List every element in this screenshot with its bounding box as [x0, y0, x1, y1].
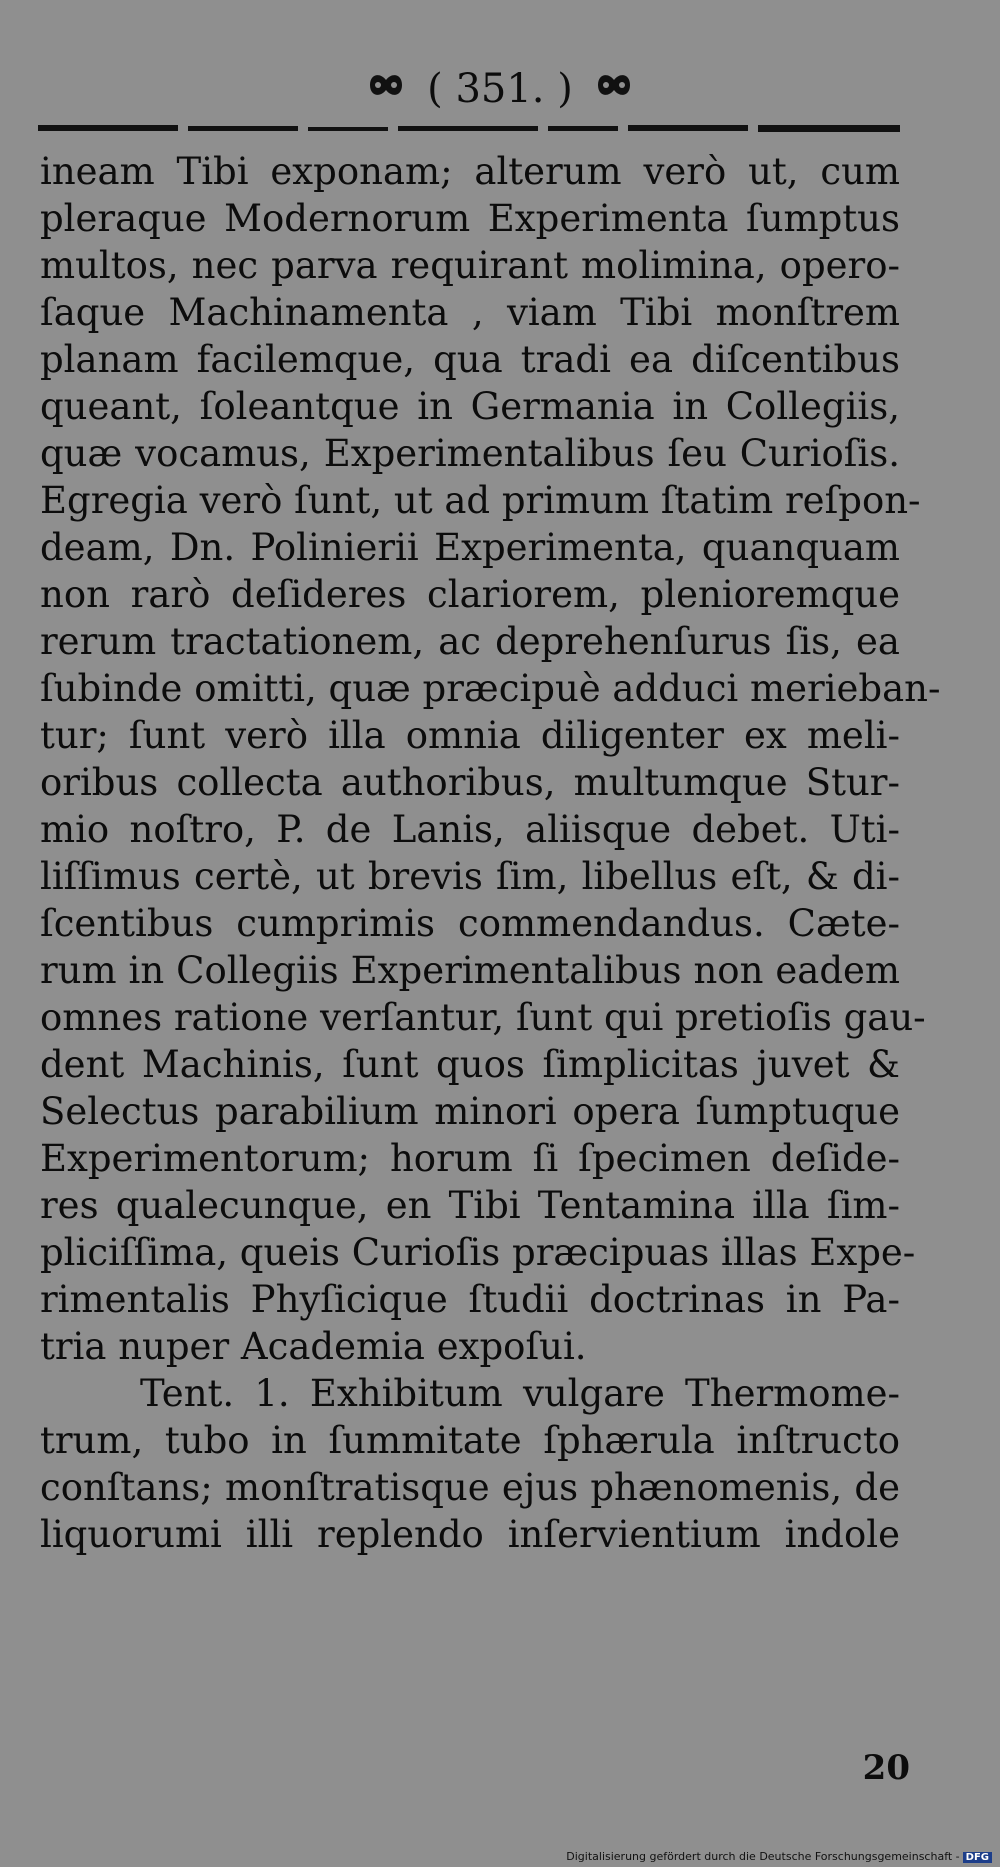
text-line: rimentalis Phyſicique ſtudii doctrinas in Pa- [40, 1278, 900, 1321]
text-line: ſubinde omitti, quæ præcipuè adduci merieban- [40, 667, 941, 710]
fleuron-left-icon [366, 65, 406, 113]
tent-line: liquorumi illi replendo inſervientium indole [40, 1513, 900, 1556]
header-rule [38, 122, 900, 134]
footer-text: Digitalisierung gefördert durch die Deutsche Forschungsgemeinschaft - [566, 1850, 960, 1863]
text-line: Experimentorum; horum ſi ſpecimen deſide- [40, 1137, 900, 1180]
text-line: quæ vocamus, Experimentalibus ſeu Curioſis. [40, 432, 900, 475]
text-line: dent Machinis, ſunt quos ſimplicitas juvet & [40, 1043, 900, 1086]
text-line: rerum tractationem, ac deprehenſurus ſis, ea [40, 620, 900, 663]
text-line: ſaque Machinamenta , viam Tibi monſtrem [40, 291, 900, 334]
text-line: pliciſſima, queis Curioſis præcipuas illas Expe- [40, 1231, 916, 1274]
text-line: non rarò deſideres clariorem, plenioremque [40, 573, 900, 616]
page-body [40, 148, 941, 1558]
tent-line: Tent. 1. Exhibitum vulgare Thermome- [140, 1372, 900, 1415]
text-line: mio noſtro, P. de Lanis, aliisque debet. Uti- [40, 808, 900, 851]
text-line: ineam Tibi exponam; alterum verò ut, cum [40, 150, 900, 193]
catchword: 20 [862, 1748, 910, 1788]
text-line: res qualecunque, en Tibi Tentamina illa ſim- [40, 1184, 900, 1227]
fleuron-right-icon [594, 65, 634, 113]
text-line: Selectus parabilium minori opera ſumptuque [40, 1090, 900, 1133]
text-line: rum in Collegiis Experimentalibus non eadem [40, 949, 900, 992]
text-line: multos, nec parva requirant molimina, opero- [40, 244, 900, 287]
digitization-footer [566, 1850, 992, 1863]
text-line: planam facilemque, qua tradi ea diſcentibus [40, 338, 900, 381]
tent-line: conſtans; monſtratisque ejus phænomenis, de [40, 1466, 900, 1509]
page-number: ( 351. ) [427, 66, 573, 112]
tent-line: trum, tubo in ſummitate ſphærula inſtructo [40, 1419, 900, 1462]
text-line: tur; ſunt verò illa omnia diligenter ex meli- [40, 714, 900, 757]
text-line: oribus collecta authoribus, multumque Stur- [40, 761, 900, 804]
text-line: tria nuper Academia expoſui. [40, 1325, 587, 1368]
dfg-logo: DFG [963, 1852, 992, 1863]
text-line: deam, Dn. Polinierii Experimenta, quanquam [40, 526, 900, 569]
text-line: ſcentibus cumprimis commendandus. Cæte- [40, 902, 900, 945]
page-header [0, 62, 1000, 113]
text-line: queant, ſoleantque in Germania in Collegiis, [40, 385, 900, 428]
text-line: liſſimus certè, ut brevis ſim, libellus eſt, & di- [40, 855, 900, 898]
text-line: omnes ratione verſantur, ſunt qui pretioſis gau- [40, 996, 926, 1039]
text-line: Egregia verò ſunt, ut ad primum ſtatim reſpon- [40, 479, 921, 522]
text-line: pleraque Modernorum Experimenta ſumptus [40, 197, 900, 240]
